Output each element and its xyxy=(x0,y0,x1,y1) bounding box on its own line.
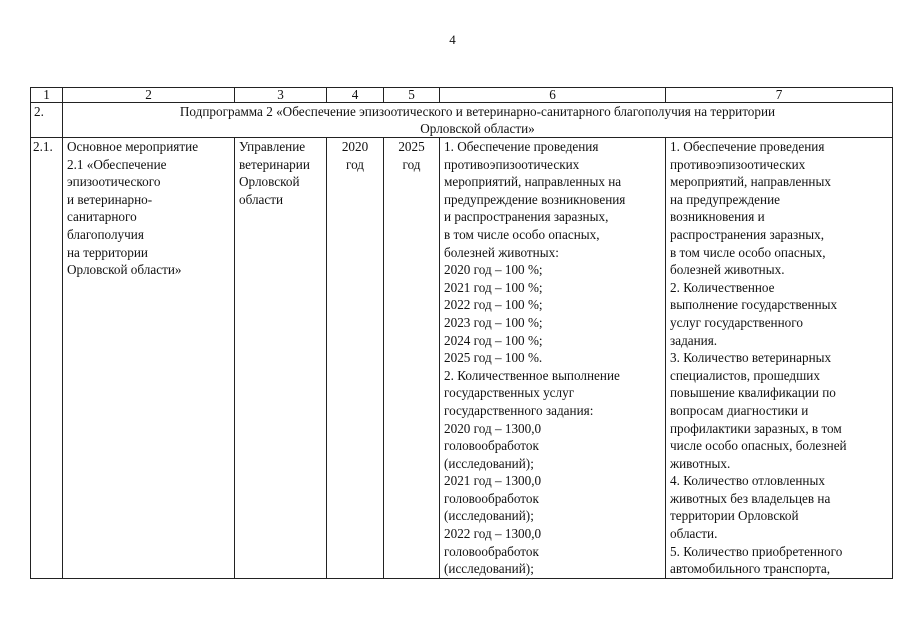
cell-line: головообработок xyxy=(444,490,539,506)
cell-line: профилактики заразных, в том xyxy=(670,420,842,436)
cell-line: государственного задания: xyxy=(444,402,594,418)
cell-line: задания. xyxy=(670,332,718,348)
cell-line: животных без владельцев на xyxy=(670,490,831,506)
cell-line: год xyxy=(402,156,421,172)
cell-line: мероприятий, направленных xyxy=(670,174,831,190)
cell-line: вопросам диагностики и xyxy=(670,402,809,418)
page-number: 4 xyxy=(449,32,456,47)
executor-cell xyxy=(235,138,327,579)
cell-line: благополучия xyxy=(67,226,144,242)
cell-line: повышение квалификации по xyxy=(670,385,836,401)
cell-line: головообработок xyxy=(444,543,539,559)
cell-line: 2021 год – 100 %; xyxy=(444,279,543,295)
cell-line: болезней животных: xyxy=(444,244,559,260)
cell-line: распространения заразных, xyxy=(670,226,825,242)
cell-line: 2020 год – 100 %; xyxy=(444,262,543,278)
cell-line: 2025 xyxy=(398,139,425,154)
cell-line: животных. xyxy=(670,455,731,471)
cell-line: выполнение государственных xyxy=(670,297,838,313)
header-cell-7: 7 xyxy=(666,88,893,103)
cell-line: территории Орловской xyxy=(670,508,799,524)
cell-line: 2025 год – 100 %. xyxy=(444,350,543,366)
cell-line: санитарного xyxy=(67,209,137,225)
subprogram-number: 2. xyxy=(31,103,63,138)
cell-line: области. xyxy=(670,526,718,542)
end-year-cell xyxy=(384,138,440,579)
cell-line: 2023 год – 100 %; xyxy=(444,314,543,330)
cell-line: год xyxy=(345,156,364,172)
cell-line: Орловской области» xyxy=(67,262,182,278)
cell-line: болезней животных. xyxy=(670,262,785,278)
cell-line: области xyxy=(239,191,284,207)
cell-line: 2. Количественное выполнение xyxy=(444,367,620,383)
cell-line: и ветеринарно- xyxy=(67,191,153,207)
header-cell-6: 6 xyxy=(440,88,666,103)
start-year-cell xyxy=(327,138,384,579)
cell-line: ветеринарии xyxy=(239,156,310,172)
header-cell-2: 2 xyxy=(63,88,235,103)
cell-line: 4. Количество отловленных xyxy=(670,473,825,489)
cell-line: 2020 год – 1300,0 xyxy=(444,420,542,436)
cell-line: эпизоотического xyxy=(67,174,161,190)
cell-line: в том числе особо опасных, xyxy=(444,226,600,242)
cell-line: Основное мероприятие xyxy=(67,139,199,154)
cell-line: государственных услуг xyxy=(444,385,575,401)
header-cell-4: 4 xyxy=(327,88,384,103)
cell-line: автомобильного транспорта, xyxy=(670,561,831,577)
cell-line: числе особо опасных, болезней xyxy=(670,438,847,454)
cell-line: (исследований); xyxy=(444,561,534,577)
cell-line: предупреждение возникновения xyxy=(444,191,626,207)
cell-line: Орловской xyxy=(239,174,300,190)
cell-line: и распространения заразных, xyxy=(444,209,609,225)
cell-line: услуг государственного xyxy=(670,314,803,330)
cell-line: 1. Обеспечение проведения xyxy=(444,139,599,154)
cell-line: 3. Количество ветеринарных xyxy=(670,350,832,366)
cell-line: (исследований); xyxy=(444,455,534,471)
cell-line: Управление xyxy=(239,139,306,154)
cell-line: 2022 год – 1300,0 xyxy=(444,526,542,542)
measure-cell xyxy=(63,138,235,579)
header-cell-5: 5 xyxy=(384,88,440,103)
table-row xyxy=(31,138,893,579)
cell-line: 2022 год – 100 %; xyxy=(444,297,543,313)
indicators-cell xyxy=(440,138,666,579)
cell-line: противоэпизоотических xyxy=(670,156,806,172)
cell-line: 2020 xyxy=(341,139,369,154)
cell-line: на предупреждение xyxy=(670,191,780,207)
program-table xyxy=(30,87,893,579)
cell-line: 2.1 «Обеспечение xyxy=(67,156,167,172)
cell-line: (исследований); xyxy=(444,508,534,524)
subprogram-row xyxy=(31,103,893,138)
cell-line: на территории xyxy=(67,244,148,260)
cell-line: возникновения и xyxy=(670,209,765,225)
cell-line: в том числе особо опасных, xyxy=(670,244,826,260)
cell-line: 1. Обеспечение проведения xyxy=(670,139,825,154)
cell-line: специалистов, прошедших xyxy=(670,367,820,383)
row-number: 2.1. xyxy=(31,138,63,579)
cell-line: противоэпизоотических xyxy=(444,156,580,172)
cell-line: 2024 год – 100 %; xyxy=(444,332,543,348)
cell-line: головообработок xyxy=(444,438,539,454)
subprogram-title: Подпрограмма 2 «Обеспечение эпизоотического и ветеринарно-санитарного благополучия на территории Орловской области» xyxy=(63,103,893,138)
results-cell xyxy=(666,138,893,579)
cell-line: 5. Количество приобретенного xyxy=(670,543,843,559)
cell-line: 2021 год – 1300,0 xyxy=(444,473,542,489)
cell-line: мероприятий, направленных на xyxy=(444,174,622,190)
header-cell-1: 1 xyxy=(31,88,63,103)
cell-line: 2. Количественное xyxy=(670,279,775,295)
header-cell-3: 3 xyxy=(235,88,327,103)
header-row xyxy=(31,88,893,103)
